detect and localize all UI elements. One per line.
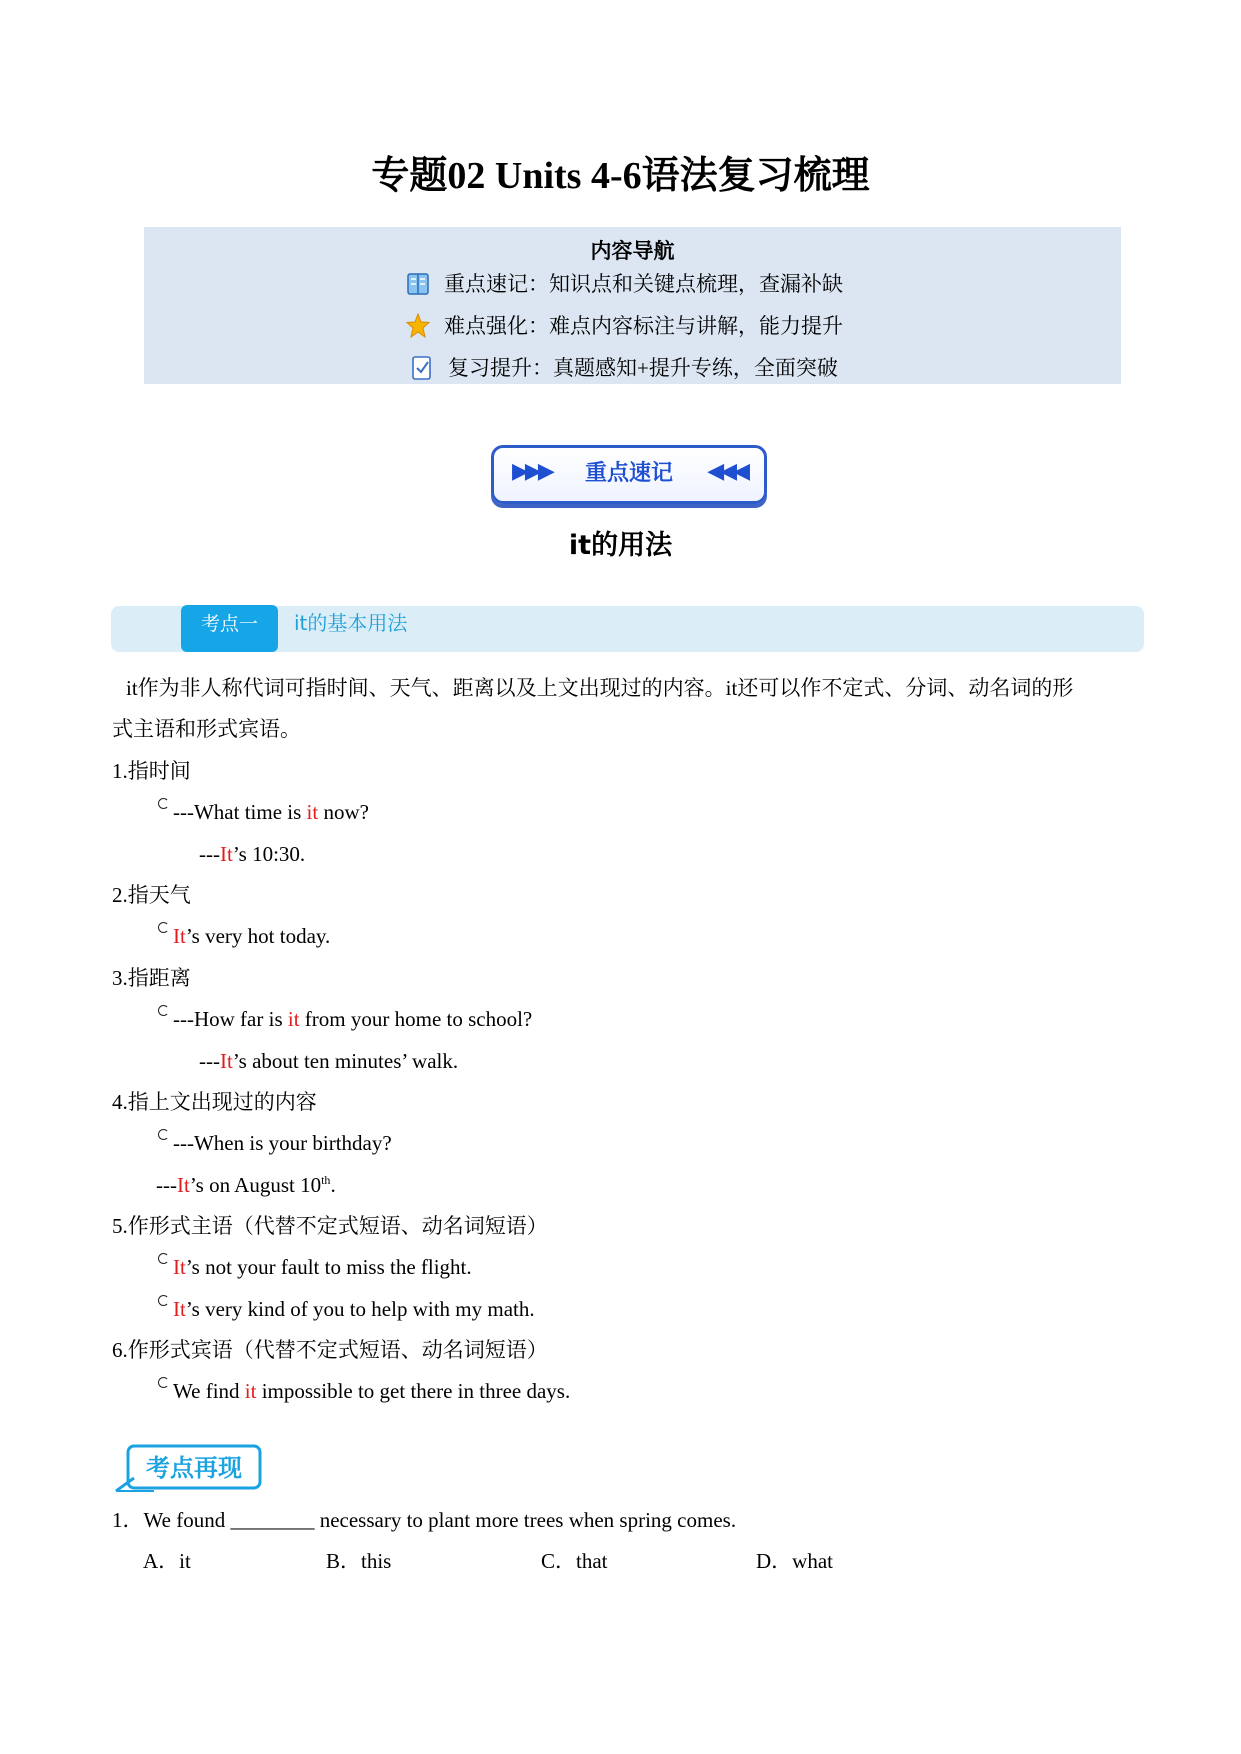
example-line: ---It’s 10:30. [199, 842, 306, 866]
example-line: We find it impossible to get there in three days. [158, 1376, 570, 1406]
bullet-icon [158, 1005, 169, 1016]
example-line: It’s very kind of you to help with my math. [158, 1294, 535, 1324]
key-points-banner [491, 445, 767, 504]
example-line: ---It’s about ten minutes’ walk. [199, 1049, 459, 1073]
example-line: It’s very hot today. [158, 921, 330, 951]
review-badge [114, 1444, 264, 1494]
example-line: It’s not your fault to miss the flight. [158, 1252, 472, 1282]
banner-text: 重点速记 [584, 461, 673, 486]
nav-item-text: 难点强化：难点内容标注与讲解，能力提升 [444, 314, 843, 338]
kaodian-label: it的基本用法 [294, 611, 408, 635]
star-icon [406, 313, 430, 339]
example-line: ---How far is it from your home to school? [158, 1004, 532, 1034]
usage-heading: 2.指天气 [112, 883, 191, 907]
section-title: it的用法 [568, 530, 673, 561]
checklist-icon [410, 355, 434, 381]
option-a[interactable]: A．it [143, 1549, 191, 1573]
option-c[interactable]: C．that [541, 1549, 608, 1573]
question-stem: 1．We found ________ necessary to plant more trees when spring comes. [112, 1508, 737, 1532]
option-b[interactable]: B．this [326, 1549, 392, 1573]
usage-heading: 6.作形式宾语（代替不定式短语、动名词短语） [112, 1338, 548, 1362]
content-nav-box [144, 227, 1121, 384]
bullet-icon [158, 1129, 169, 1140]
nav-item-text: 重点速记：知识点和关键点梳理，查漏补缺 [444, 272, 843, 296]
page-title: 专题02 Units 4-6语法复习梳理 [371, 155, 870, 197]
arrows-left-icon: ◀◀◀ [707, 458, 746, 483]
usage-heading: 4.指上文出现过的内容 [112, 1090, 317, 1114]
svg-text:考点再现: 考点再现 [146, 1454, 242, 1482]
bullet-icon [158, 1377, 169, 1388]
bullet-icon [158, 1295, 169, 1306]
nav-item-text: 复习提升：真题感知+提升专练，全面突破 [448, 356, 838, 380]
kaodian-badge: 考点一 [181, 605, 278, 652]
bullet-icon [158, 922, 169, 933]
intro-line-2: 式主语和形式宾语。 [112, 717, 301, 741]
usage-heading: 1.指时间 [112, 759, 191, 783]
bullet-icon [158, 1253, 169, 1264]
example-line: ---When is your birthday? [158, 1128, 392, 1158]
nav-heading: 内容导航 [590, 239, 675, 263]
option-d[interactable]: D．what [756, 1549, 833, 1573]
intro-line-1: it作为非人称代词可指时间、天气、距离以及上文出现过的内容。it还可以作不定式、分词、动名词的形 [126, 676, 1074, 700]
example-line: ---What time is it now? [158, 797, 369, 827]
book-icon [406, 271, 430, 297]
arrows-right-icon: ▶▶▶ [512, 458, 551, 483]
bullet-icon [158, 798, 169, 809]
usage-heading: 3.指距离 [112, 966, 191, 990]
example-line: ---It’s on August 10th. [156, 1173, 336, 1197]
usage-heading: 5.作形式主语（代替不定式短语、动名词短语） [112, 1214, 548, 1238]
